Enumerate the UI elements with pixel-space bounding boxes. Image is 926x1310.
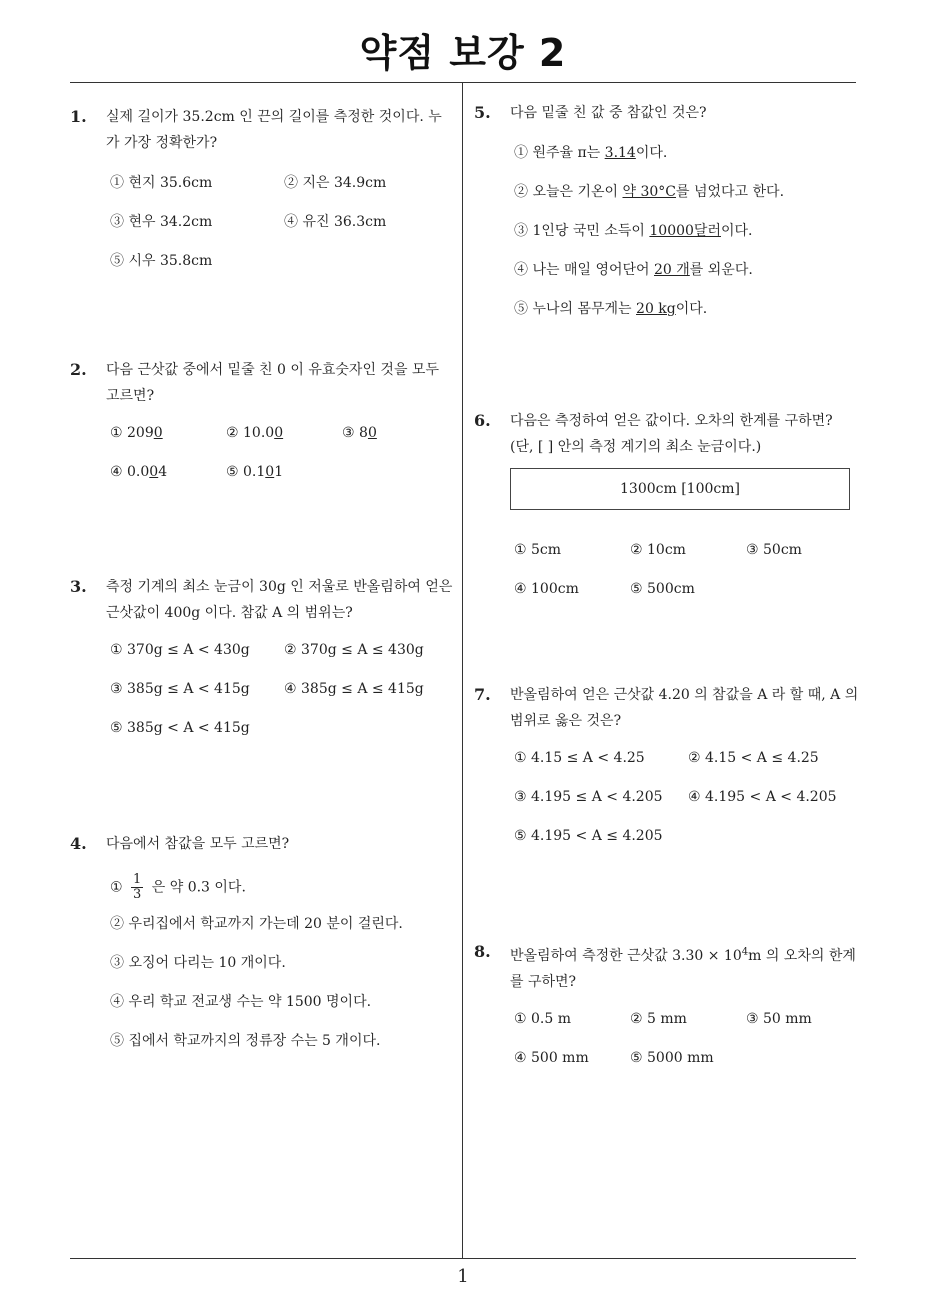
option-text: 0.0 xyxy=(127,464,150,480)
question-text xyxy=(510,948,856,990)
option-4[interactable]: ④ 4.195 < A < 4.205 xyxy=(688,789,837,805)
option-mark: ④ xyxy=(110,464,123,480)
option-2[interactable]: ② 우리집에서 학교까지 가는데 20 분이 걸린다. xyxy=(110,916,403,932)
underlined-digit: 0 xyxy=(274,425,284,441)
option-1[interactable] xyxy=(110,873,246,902)
question-5 xyxy=(474,100,859,322)
option-1[interactable] xyxy=(110,425,163,441)
option-3[interactable] xyxy=(514,220,752,240)
options xyxy=(474,1011,859,1081)
underlined-value: 20 개 xyxy=(654,262,690,278)
question-8 xyxy=(474,939,859,1081)
option-text: 209 xyxy=(127,425,154,441)
question-number: 5. xyxy=(474,103,491,122)
option-5[interactable]: ⑤ 4.195 < A ≤ 4.205 xyxy=(514,828,663,844)
option-1[interactable] xyxy=(514,142,667,162)
question-text: 다음 근삿값 중에서 밑줄 친 0 이 유효숫자인 것을 모두 고르면? xyxy=(106,362,439,404)
option-text: 4 xyxy=(158,464,168,480)
option-2[interactable]: ② 4.15 < A ≤ 4.25 xyxy=(688,750,819,766)
question-number: 2. xyxy=(70,360,87,379)
option-1[interactable]: ① 0.5 m xyxy=(514,1010,571,1027)
option-4[interactable] xyxy=(110,464,167,480)
option-text: 8 xyxy=(359,425,368,441)
option-3[interactable]: ③ 50cm xyxy=(746,542,802,558)
underlined-value: 10000달러 xyxy=(649,223,721,239)
option-2[interactable]: ② 10cm xyxy=(630,542,686,558)
given-value-box: 1300cm [100cm] xyxy=(510,468,850,510)
options xyxy=(70,172,455,282)
option-mark: ② xyxy=(514,184,528,200)
options xyxy=(70,425,455,495)
question-7 xyxy=(474,682,859,860)
question-text: 반올림하여 얻은 근삿값 4.20 의 참값을 A 라 할 때, A 의 범위로 옳은 것은? xyxy=(510,687,859,729)
option-mark: ① xyxy=(514,145,528,161)
option-mark: ④ xyxy=(514,262,528,278)
option-3[interactable]: ③ 4.195 ≤ A < 4.205 xyxy=(514,789,663,805)
page-title: 약점 보강 2 xyxy=(359,31,567,75)
option-4[interactable] xyxy=(514,259,753,279)
question-6 xyxy=(474,408,859,597)
question-number: 4. xyxy=(70,834,87,853)
options xyxy=(474,142,859,322)
option-3[interactable]: ③ 오징어 다리는 10 개이다. xyxy=(110,955,286,971)
column-divider xyxy=(462,83,463,1258)
option-1[interactable]: ① 370g ≤ A < 430g xyxy=(110,642,250,658)
option-text: 나는 매일 영어단어 xyxy=(532,262,654,278)
question-number: 1. xyxy=(70,107,87,126)
underlined-value: 3.14 xyxy=(604,145,636,161)
option-text: 오늘은 기온이 xyxy=(532,184,623,200)
option-5[interactable]: ⑤ 시우 35.8cm xyxy=(110,253,213,269)
fraction-denominator: 3 xyxy=(133,887,142,902)
option-4[interactable]: ④ 우리 학교 전교생 수는 약 1500 명이다. xyxy=(110,994,372,1010)
option-mark: ③ xyxy=(514,223,528,239)
question-number: 8. xyxy=(474,942,491,961)
option-5[interactable]: ⑤ 집에서 학교까지의 정류장 수는 5 개이다. xyxy=(110,1033,381,1049)
option-2[interactable] xyxy=(514,181,784,201)
underlined-digit: 0 xyxy=(153,425,163,441)
question-text: 측정 기계의 최소 눈금이 30g 인 저울로 반올림하여 얻은 근삿값이 400g 이다. 참값 A 의 범위는? xyxy=(106,579,453,621)
underlined-value: 약 30°C xyxy=(622,184,677,200)
option-mark: ① xyxy=(110,879,123,896)
option-1[interactable]: ① 4.15 ≤ A < 4.25 xyxy=(514,750,645,766)
question-text: 실제 길이가 35.2cm 인 끈의 길이를 측정한 것이다. 누가 가장 정확한가? xyxy=(106,109,442,151)
underlined-digit: 0 xyxy=(367,425,377,441)
option-text: 누나의 몸무게는 xyxy=(532,301,637,317)
options xyxy=(70,873,455,1063)
option-3[interactable]: ③ 385g ≤ A < 415g xyxy=(110,681,250,697)
option-text: 1인당 국민 소득이 xyxy=(532,223,650,239)
option-4[interactable]: ④ 385g ≤ A ≤ 415g xyxy=(284,681,424,697)
options xyxy=(474,542,899,612)
underlined-digit: 0 xyxy=(149,464,159,480)
question-text: 다음에서 참값을 모두 고르면? xyxy=(106,836,290,852)
question-3 xyxy=(70,574,455,752)
question-number: 3. xyxy=(70,577,87,596)
option-5[interactable]: ⑤ 385g < A < 415g xyxy=(110,720,250,736)
option-4[interactable]: ④ 100cm xyxy=(514,581,579,597)
option-1[interactable]: ① 5cm xyxy=(514,542,562,558)
underlined-digit: 0 xyxy=(265,464,275,480)
question-2 xyxy=(70,357,455,495)
option-2[interactable] xyxy=(226,425,283,441)
option-text: 를 외운다. xyxy=(689,262,753,278)
underlined-value: 20 kg xyxy=(636,301,676,317)
option-1[interactable]: ① 현지 35.6cm xyxy=(110,175,213,191)
options xyxy=(474,750,859,860)
question-1 xyxy=(70,104,455,282)
option-mark: ① xyxy=(110,425,123,441)
option-4[interactable]: ④ 유진 36.3cm xyxy=(284,214,387,230)
option-text: 이다. xyxy=(675,301,708,317)
option-text: 0.1 xyxy=(243,464,266,480)
option-mark: ③ xyxy=(342,425,355,441)
option-5[interactable] xyxy=(514,298,707,318)
exponent: 4 xyxy=(741,946,749,957)
header-rule xyxy=(70,82,856,83)
option-3[interactable]: ③ 50 mm xyxy=(746,1010,812,1027)
footer-rule xyxy=(70,1258,856,1259)
option-text: 1 xyxy=(274,464,284,480)
option-text: 은 약 0.3 이다. xyxy=(151,879,246,896)
option-4[interactable]: ④ 500 mm xyxy=(514,1049,589,1066)
option-text: 이다. xyxy=(720,223,753,239)
option-2[interactable]: ② 5 mm xyxy=(630,1010,687,1027)
question-text-part: m 의 오차의 한계를 구하면? xyxy=(510,947,856,990)
option-mark: ⑤ xyxy=(226,464,239,480)
fraction xyxy=(131,873,143,902)
option-text: 이다. xyxy=(635,145,668,161)
option-2[interactable]: ② 370g ≤ A ≤ 430g xyxy=(284,642,424,658)
question-number: 6. xyxy=(474,411,491,430)
options xyxy=(70,642,455,752)
option-2[interactable]: ② 지은 34.9cm xyxy=(284,175,387,191)
question-text: 다음은 측정하여 얻은 값이다. 오차의 한계를 구하면? (단, [ ] 안의 측정 계기의 최소 눈금이다.) xyxy=(510,413,833,455)
option-mark: ⑤ xyxy=(514,301,528,317)
option-mark: ② xyxy=(226,425,239,441)
option-text: 원주율 π는 xyxy=(532,145,605,161)
option-5[interactable]: ⑤ 500cm xyxy=(630,581,695,597)
option-5[interactable]: ⑤ 5000 mm xyxy=(630,1049,714,1066)
page-number: 1 xyxy=(457,1266,469,1287)
question-4 xyxy=(70,831,455,1063)
option-3[interactable]: ③ 현우 34.2cm xyxy=(110,214,213,230)
option-text: 를 넘었다고 한다. xyxy=(676,184,785,200)
question-number: 7. xyxy=(474,685,491,704)
question-text-part: 반올림하여 측정한 근삿값 3.30 × 10 xyxy=(510,947,742,964)
option-text: 10.0 xyxy=(243,425,275,441)
fraction-numerator: 1 xyxy=(133,872,142,887)
option-5[interactable] xyxy=(226,464,283,480)
option-3[interactable] xyxy=(342,425,377,441)
question-text: 다음 밑줄 친 값 중 참값인 것은? xyxy=(510,105,707,121)
